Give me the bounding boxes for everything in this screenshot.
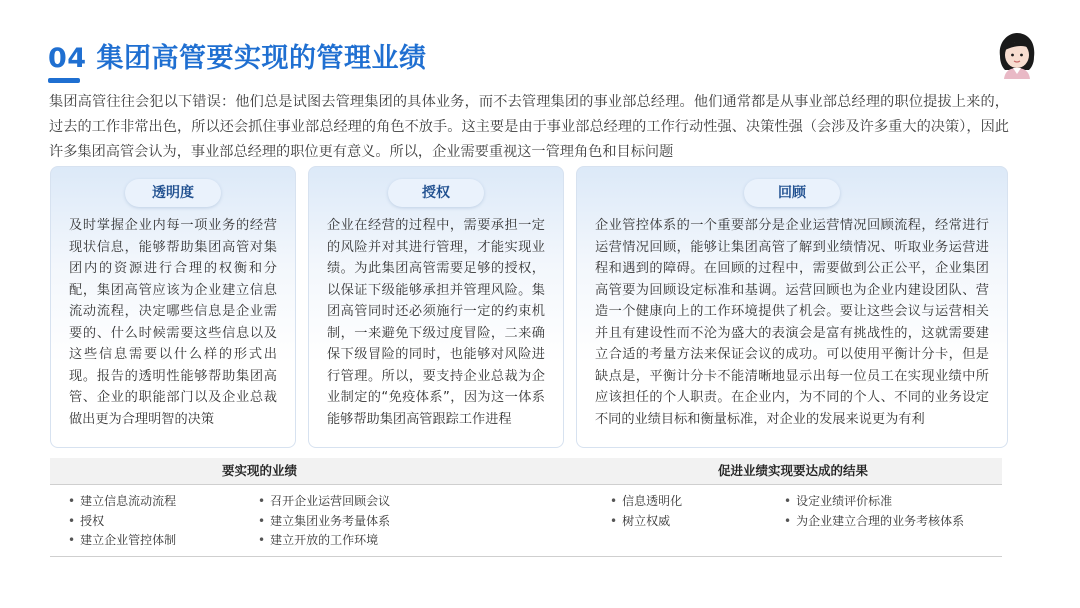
- page-title: 04 集团高管要实现的管理业绩: [48, 43, 427, 74]
- avatar-icon: [994, 30, 1040, 80]
- list-item: • 召开企业运营回顾会议: [258, 492, 390, 512]
- title-bar: [48, 36, 426, 76]
- card-body: 企业管控体系的一个重要部分是企业运营情况回顾流程，经常进行运营情况回顾，能够让集团高管了解到业绩情况、听取业务运营进程和遇到的障碍。在回顾的过程中，需要做到公正公平，企业集团高管要为回顾设定标准和基调。运营回顾也为企业内建设团队、营造一个健康向上的工作环境提供了机会。要让这些会议与运营相关并且有建设性而不沦为盛大的表演会是富有挑战性的，这就需要建立合适的考量方法来保证会议的成功。可以使用平衡计分卡，但是缺点是，平衡计分卡不能清晰地显示出每一位员工在实现业绩中所应该担任的个人职责。在企业内，为不同的个人、不同的业务设定不同的业绩目标和衡量标准，对企业的发展来说更为有利: [595, 218, 989, 427]
- list-item: • 设定业绩评价标准: [784, 492, 964, 512]
- left-list-2: [258, 492, 390, 551]
- list-item: • 建立开放的工作环境: [258, 531, 390, 551]
- table-divider: [50, 484, 1002, 485]
- list-item: • 建立企业管控体制: [68, 531, 176, 551]
- card-body: 及时掌握企业内每一项业务的经营现状信息，能够帮助集团高管对集团内的资源进行合理的权衡和分配，集团高管应该为企业建立信息流动流程，决定哪些信息是企业需要的、什么时候需要这些信息以及这些信息需要以什么样的形式出现。报告的透明性能够帮助集团高管、企业的职能部门以及企业总裁做出更为合理明智的决策: [69, 218, 277, 427]
- list-item: • 为企业建立合理的业务考核体系: [784, 512, 964, 532]
- card-transparency: [50, 166, 296, 448]
- list-item: • 树立权威: [610, 512, 682, 532]
- list-item: • 信息透明化: [610, 492, 682, 512]
- left-list-1: [68, 492, 176, 551]
- table-header-left: 要实现的业绩: [222, 463, 298, 478]
- card-title: 透明度: [125, 179, 221, 207]
- list-item: • 建立集团业务考量体系: [258, 512, 390, 532]
- card-body: 企业在经营的过程中，需要承担一定的风险并对其进行管理，才能实现业绩。为此集团高管需要足够的授权，以保证下级能够承担并管理风险。集团高管同时还必须施行一定的约束机制，一来避免下级过度冒险，二来确保下级冒险的同时，也能够对风险进行管理。所以，要支持企业总裁为企业制定的“免疫体系”，因为这一体系能够帮助集团高管跟踪工作进程: [327, 218, 545, 427]
- table-bottom-rule: [50, 556, 1002, 557]
- summary-table: [50, 458, 1002, 547]
- card-review: [576, 166, 1008, 448]
- right-list-2: [784, 492, 964, 531]
- list-item: • 授权: [68, 512, 176, 532]
- intro-paragraph: 集团高管往往会犯以下错误：他们总是试图去管理集团的具体业务，而不去管理集团的事业部总经理。他们通常都是从事业部总经理的职位提拔上来的，过去的工作非常出色，所以还会抓住事业部总经理的角色不放手。这主要是由于事业部总经理的工作行动性强、决策性强（会涉及许多重大的决策），因此许多集团高管会认为，事业部总经理的职位更有意义。所以，企业需要重视这一管理角色和目标问题: [49, 94, 1009, 160]
- card-title: 回顾: [744, 179, 840, 207]
- right-list-1: [610, 492, 682, 531]
- card-authorization: [308, 166, 564, 448]
- table-header: [50, 458, 1002, 484]
- table-header-right: 促进业绩实现要达成的结果: [718, 463, 869, 478]
- card-title: 授权: [388, 179, 484, 207]
- title-underline: [48, 78, 80, 83]
- list-item: • 建立信息流动流程: [68, 492, 176, 512]
